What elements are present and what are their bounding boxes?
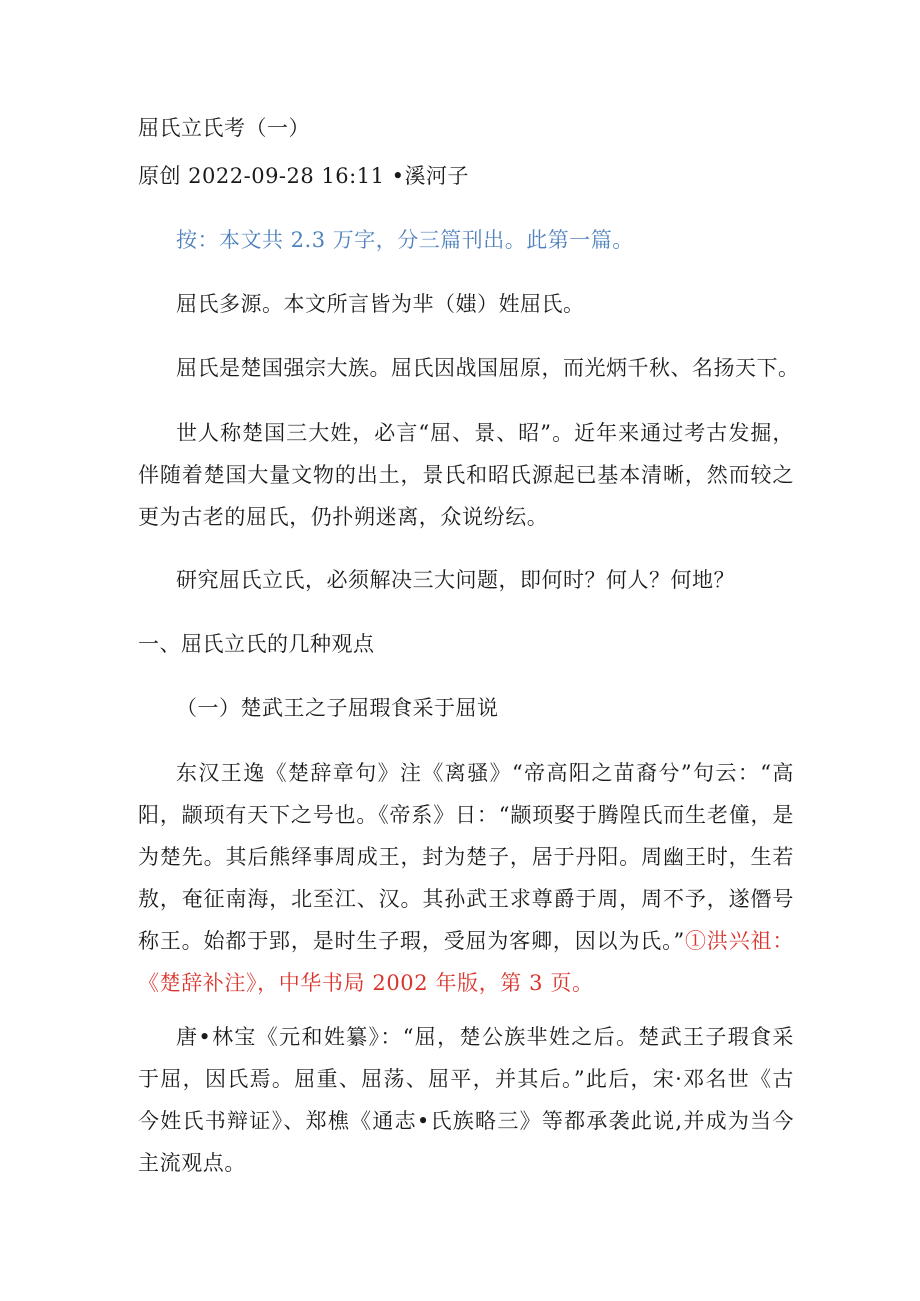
- intro-paragraph-4: 研究屈氏立氏，必须解决三大问题，即何时？何人？何地？: [176, 568, 735, 592]
- intro-paragraph-1: 屈氏多源。本文所言皆为芈（媸）姓屈氏。: [176, 292, 585, 316]
- section-heading: 一、屈氏立氏的几种观点: [138, 632, 375, 656]
- intro-paragraph-3: 世人称楚国三大姓，必言“屈、景、昭”。近年来通过考古发掘，伴随着楚国大量文物的出土，景氏和昭氏源起已基本清晰，然而较之更为古老的屈氏，仍扑朔迷离，众说纷纭。: [138, 421, 794, 529]
- quote-text: 东汉王逸《楚辞章句》注《离骚》“帝高阳之苗裔兮”句云：“高阳，颛顼有天下之号也。《帝系》日：“颛顼娶于腾隍氏而生老僮，是为楚先。其后熊绎事周成王，封为楚子，居于丹阳。周幽王时，生若敖，奄征南海，北至江、汉。其孙武王求尊爵于周，周不予，遂僭号称王。始都于郢，是时生子瑕，受屈为客卿，因以为氏。”: [138, 761, 794, 953]
- quote-paragraph: [138, 752, 794, 1004]
- footnote-citation: ①洪兴祖：《楚辞补注》，中华书局 2002 年版，第 3 页。: [138, 929, 794, 995]
- editor-note: 按：本文共 2.3 万字，分三篇刊出。此第一篇。: [176, 228, 634, 252]
- intro-paragraph-2: 屈氏是楚国强宗大族。屈氏因战国屈原，而光炳千秋、名扬天下。: [176, 356, 800, 380]
- article-meta: 原创 2022-09-28 16:11 •溪河子: [138, 164, 470, 188]
- subsection-heading: （一）楚武王之子屈瑕食采于屈说: [176, 696, 499, 720]
- last-paragraph: 唐•林宝《元和姓纂》：“屈，楚公族芈姓之后。楚武王子瑕食采于屈，因氏焉。屈重、屈荡、屈平，并其后。”此后，宋·邓名世《古今姓氏书辩证》、郑樵《通志•氏族略三》等都承袭此说,并成为当今主流观点。: [138, 1025, 794, 1175]
- article-title: 屈氏立氏考（一）: [138, 116, 310, 140]
